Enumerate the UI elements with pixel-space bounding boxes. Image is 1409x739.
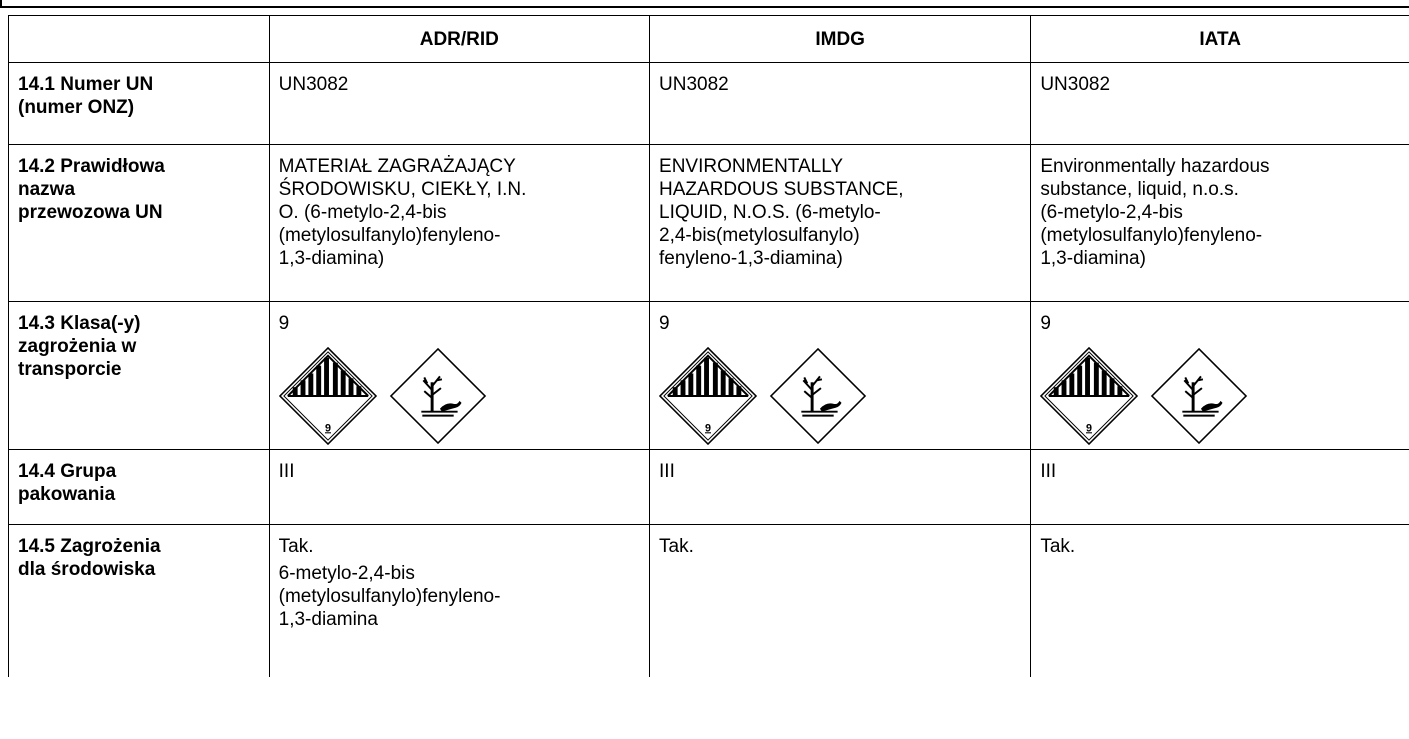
table-row-hazard-class — [9, 302, 1409, 450]
label-line: 14.5 Zagrożenia — [18, 536, 161, 557]
cell-iata-shipping-name — [1031, 145, 1409, 302]
label-line: dla środowiska — [18, 559, 156, 580]
row-label-environmental-hazards — [9, 525, 270, 677]
header-cell-iata: IATA — [1031, 16, 1409, 63]
cell-iata-un-number — [1031, 63, 1409, 145]
cell-imdg-shipping-name — [650, 145, 1031, 302]
table-row-shipping-name — [9, 145, 1409, 302]
label-line: 14.1 Numer UN — [18, 74, 154, 95]
cell-text: (metylosulfanylo)fenyleno- — [278, 225, 501, 246]
cell-text: MATERIAŁ ZAGRAŻAJĄCY — [278, 156, 516, 177]
cell-text: UN3082 — [659, 74, 729, 95]
table-row-environmental-hazards — [9, 525, 1409, 677]
environmental-hazard-icon — [1150, 347, 1248, 445]
label-line: zagrożenia w — [18, 336, 137, 357]
cell-text: 1,3-diamina — [278, 609, 378, 630]
cell-adr-packing-group — [269, 450, 649, 525]
cell-text: 6-metylo-2,4-bis — [278, 563, 415, 584]
row-label-shipping-name — [9, 145, 270, 302]
cell-text: (metylosulfanylo)fenyleno- — [278, 586, 501, 607]
label-line: pakowania — [18, 484, 116, 505]
cell-text: Environmentally hazardous — [1040, 156, 1270, 177]
transport-info-table — [8, 15, 1409, 677]
label-line: 14.3 Klasa(-y) — [18, 313, 141, 334]
cell-text: ŚRODOWISKU, CIEKŁY, I.N. — [278, 179, 527, 200]
cell-text: Tak. — [659, 536, 694, 557]
table-row-packing-group — [9, 450, 1409, 525]
header-cell-imdg: IMDG — [650, 16, 1031, 63]
cell-text: 2,4-bis(metylosulfanylo) — [659, 225, 860, 246]
row-label-hazard-class — [9, 302, 270, 450]
cell-iata-environmental-hazards — [1031, 525, 1409, 677]
cell-text: (6-metylo-2,4-bis — [1040, 202, 1183, 223]
cell-text: (metylosulfanylo)fenyleno- — [1040, 225, 1263, 246]
cell-iata-hazard-class — [1031, 302, 1409, 450]
cell-text: O. (6-metylo-2,4-bis — [278, 202, 447, 223]
cell-text: LIQUID, N.O.S. (6-metylo- — [659, 202, 881, 223]
row-label-packing-group — [9, 450, 270, 525]
class-9-miscellaneous-icon — [279, 347, 377, 445]
cell-text: Tak. — [278, 536, 314, 557]
label-line: transporcie — [18, 359, 122, 380]
label-line: przewozowa UN — [18, 202, 163, 223]
cell-iata-packing-group — [1031, 450, 1409, 525]
cell-imdg-environmental-hazards — [650, 525, 1031, 677]
cell-text: substance, liquid, n.o.s. — [1040, 179, 1239, 200]
hazard-class-number: 9 — [278, 313, 290, 334]
cell-text: III — [659, 461, 675, 482]
cell-adr-hazard-class — [269, 302, 649, 450]
pictogram-group — [1040, 347, 1401, 445]
cell-sub-lines — [279, 562, 641, 631]
cell-text: HAZARDOUS SUBSTANCE, — [659, 179, 904, 200]
cell-adr-environmental-hazards — [269, 525, 649, 677]
hazard-class-number: 9 — [1040, 313, 1051, 334]
cell-text: 1,3-diamina) — [1040, 248, 1146, 269]
header-cell-adr-rid: ADR/RID — [269, 16, 649, 63]
cell-adr-shipping-name — [269, 145, 649, 302]
label-line: 14.4 Grupa — [18, 461, 117, 482]
cell-text: III — [278, 461, 295, 482]
class-9-miscellaneous-icon — [659, 347, 757, 445]
label-line: 14.2 Prawidłowa — [18, 156, 165, 177]
pictogram-group — [659, 347, 1022, 445]
svg-text:9: 9 — [705, 422, 712, 435]
environmental-hazard-icon — [769, 347, 867, 445]
cell-text: UN3082 — [1040, 74, 1111, 95]
label-line: (numer ONZ) — [18, 97, 135, 118]
hazard-class-number: 9 — [659, 313, 670, 334]
cell-text: 1,3-diamina) — [278, 248, 385, 269]
cell-text: III — [1040, 461, 1057, 482]
row-label-un-number — [9, 63, 270, 145]
table-header-row — [9, 16, 1409, 63]
top-border-rule — [0, 0, 1409, 8]
svg-text:9: 9 — [1086, 422, 1093, 435]
cell-text: UN3082 — [278, 74, 349, 95]
class-9-miscellaneous-icon — [1040, 347, 1138, 445]
table-row-un-number — [9, 63, 1409, 145]
pictogram-group — [279, 347, 641, 445]
cell-imdg-hazard-class — [650, 302, 1031, 450]
environmental-hazard-icon — [389, 347, 487, 445]
cell-adr-un-number — [269, 63, 649, 145]
cell-imdg-un-number — [650, 63, 1031, 145]
cell-text: ENVIRONMENTALLY — [659, 156, 844, 177]
cell-text: Tak. — [1040, 536, 1076, 557]
label-line: nazwa — [18, 179, 76, 200]
cell-imdg-packing-group — [650, 450, 1031, 525]
svg-text:9: 9 — [324, 422, 331, 435]
cell-text: fenyleno-1,3-diamina) — [659, 248, 843, 269]
header-cell-empty — [9, 16, 270, 63]
